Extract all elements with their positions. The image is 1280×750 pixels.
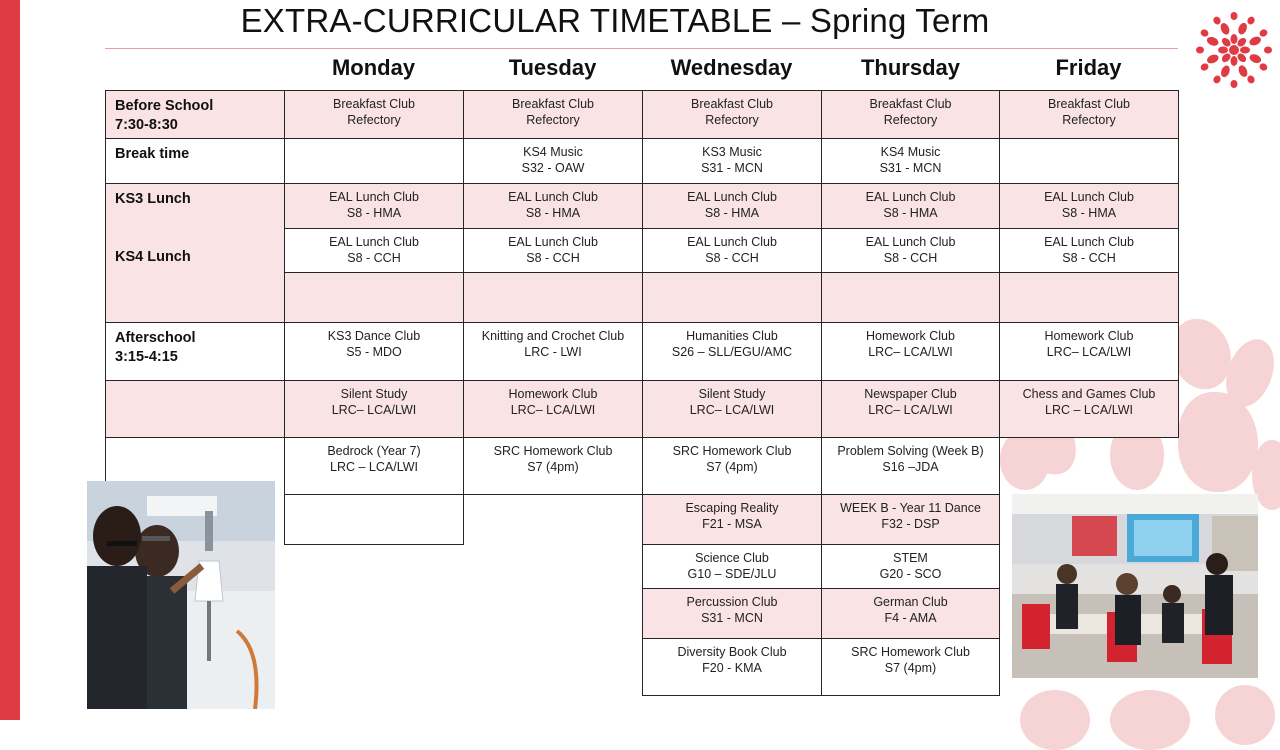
row-label-break-time: Break time [105, 138, 285, 184]
timetable-cell-after-1-wednesday [642, 322, 822, 381]
activity-room: LRC– LCA/LWI [868, 345, 953, 359]
activity-room: S16 –JDA [882, 460, 939, 474]
activity-name: Breakfast Club [1048, 97, 1130, 111]
timetable-cell-after-blank-mon-monday [284, 494, 464, 545]
activity-room: S8 - HMA [525, 206, 581, 220]
timetable-cell-after-5-wednesday [642, 544, 822, 589]
activity-name: Diversity Book Club [677, 645, 787, 659]
activity-name: Knitting and Crochet Club [481, 329, 625, 343]
activity-name: Newspaper Club [864, 387, 957, 401]
activity-name: EAL Lunch Club [1044, 190, 1134, 204]
activity-name: Breakfast Club [512, 97, 594, 111]
activity-name: EAL Lunch Club [687, 190, 777, 204]
day-header-wednesday: Wednesday [670, 55, 793, 80]
activity-room: S5 - MDO [346, 345, 402, 359]
activity-room: S26 – SLL/EGU/AMC [671, 345, 793, 359]
red-flower-logo-icon [1196, 12, 1272, 88]
activity-name: EAL Lunch Club [865, 190, 956, 204]
activity-name: Problem Solving (Week B) [837, 444, 984, 458]
day-header-friday: Friday [1055, 55, 1122, 80]
timetable-cell-after-1-monday [284, 322, 464, 381]
activity-room: S31 - MCN [701, 611, 763, 625]
photo-science-experiment [87, 481, 275, 709]
day-header-tuesday: Tuesday [508, 55, 597, 80]
row-label-afterschool: Afterschool 3:15-4:15 [105, 322, 285, 381]
left-accent-stripe [0, 0, 20, 720]
activity-room: S8 - CCH [526, 251, 580, 265]
day-header-monday: Monday [331, 55, 416, 80]
activity-room: F32 - DSP [881, 517, 940, 531]
timetable-cell-after-4-wednesday [642, 494, 822, 545]
activity-name: KS3 Dance Club [327, 329, 421, 343]
timetable-cell-after-1-thursday [821, 322, 1000, 381]
timetable-cell-ks3-lunch-friday [999, 183, 1179, 229]
timetable-cell-break-time-thursday [821, 138, 1000, 184]
activity-name: Escaping Reality [685, 501, 779, 515]
timetable-cell-after-3-thursday [821, 437, 1000, 495]
ks3-lunch-label: KS3 Lunch [115, 191, 191, 207]
timetable-cell-lunch-blank-monday [284, 272, 464, 323]
activity-room: S7 (4pm) [884, 661, 937, 675]
ks4-lunch-label: KS4 Lunch [115, 249, 191, 265]
timetable-cell-after-3-wednesday [642, 437, 822, 495]
activity-name: Homework Club [508, 387, 598, 401]
activity-room: S8 - CCH [347, 251, 401, 265]
activity-room: Refectory [883, 113, 938, 127]
timetable-cell-ks3-lunch-thursday [821, 183, 1000, 229]
activity-name: KS4 Music [523, 145, 583, 159]
activity-name: EAL Lunch Club [687, 235, 777, 249]
timetable-cell-after-6-thursday [821, 588, 1000, 639]
activity-room: LRC– LCA/LWI [1046, 345, 1132, 359]
timetable-cell-after-3-tuesday [463, 437, 643, 495]
row-label-lunch [105, 183, 285, 323]
activity-name: Breakfast Club [333, 97, 415, 111]
timetable-cell-break-time-friday [999, 138, 1179, 184]
activity-room: G20 - SCO [879, 567, 942, 581]
activity-room: S7 (4pm) [706, 460, 758, 474]
activity-name: EAL Lunch Club [329, 235, 419, 249]
timetable-cell-ks4-lunch-friday [999, 228, 1179, 273]
timetable-cell-after-2-tuesday [463, 380, 643, 438]
timetable-cell-lunch-blank-thursday [821, 272, 1000, 323]
activity-name: Homework Club [1044, 329, 1134, 343]
activity-name: SRC Homework Club [672, 444, 792, 458]
timetable-cell-ks3-lunch-tuesday [463, 183, 643, 229]
activity-room: G10 – SDE/JLU [687, 567, 777, 581]
activity-name: Bedrock (Year 7) [327, 444, 421, 458]
activity-room: LRC– LCA/LWI [689, 403, 775, 417]
activity-name: EAL Lunch Club [1044, 235, 1134, 249]
timetable-cell-break-time-wednesday [642, 138, 822, 184]
timetable-cell-after-2-friday [999, 380, 1179, 438]
activity-name: WEEK B - Year 11 Dance [840, 501, 981, 515]
timetable-cell-after-5-thursday [821, 544, 1000, 589]
timetable-cell-before-school-wednesday [642, 90, 822, 139]
activity-room: Refectory [526, 113, 580, 127]
activity-room: S8 - CCH [705, 251, 759, 265]
activity-room: S8 - HMA [704, 206, 760, 220]
activity-room: S8 - HMA [883, 206, 938, 220]
timetable-cell-ks3-lunch-wednesday [642, 183, 822, 229]
activity-room: S32 - OAW [521, 161, 585, 175]
activity-name: EAL Lunch Club [329, 190, 419, 204]
photo-classroom-club [1012, 494, 1258, 678]
page-title: EXTRA-CURRICULAR TIMETABLE – Spring Term [240, 2, 990, 39]
activity-room: S7 (4pm) [527, 460, 579, 474]
activity-room: Refectory [705, 113, 759, 127]
timetable-cell-before-school-friday [999, 90, 1179, 139]
activity-room: Refectory [1062, 113, 1116, 127]
activity-name: EAL Lunch Club [508, 235, 598, 249]
activity-name: Homework Club [866, 329, 955, 343]
timetable-cell-before-school-tuesday [463, 90, 643, 139]
activity-room: S8 - HMA [1061, 206, 1117, 220]
activity-room: S31 - MCN [879, 161, 942, 175]
activity-room: LRC– LCA/LWI [868, 403, 953, 417]
activity-name: Humanities Club [686, 329, 778, 343]
activity-name: SRC Homework Club [851, 645, 970, 659]
timetable-cell-after-4-thursday [821, 494, 1000, 545]
activity-room: F20 - KMA [702, 661, 762, 675]
row-label-before-school: Before School 7:30-8:30 [105, 90, 285, 139]
activity-room: S8 - HMA [346, 206, 402, 220]
timetable-cell-ks4-lunch-wednesday [642, 228, 822, 273]
timetable-cell-lunch-blank-tuesday [463, 272, 643, 323]
activity-name: Percussion Club [686, 595, 778, 609]
timetable-cell-before-school-thursday [821, 90, 1000, 139]
timetable-cell-break-time-monday [284, 138, 464, 184]
activity-name: Chess and Games Club [1022, 387, 1156, 401]
activity-room: LRC– LCA/LWI [331, 403, 417, 417]
activity-name: EAL Lunch Club [865, 235, 956, 249]
activity-room: Refectory [347, 113, 401, 127]
timetable-cell-ks4-lunch-monday [284, 228, 464, 273]
activity-room: S8 - CCH [883, 251, 938, 265]
timetable-cell-lunch-blank-wednesday [642, 272, 822, 323]
timetable-cell-after-2-wednesday [642, 380, 822, 438]
timetable-cell-after-7-thursday [821, 638, 1000, 696]
activity-name: STEM [893, 551, 928, 565]
timetable-cell-after-2-thursday [821, 380, 1000, 438]
timetable-cell-after-6-wednesday [642, 588, 822, 639]
activity-name: Breakfast Club [691, 97, 773, 111]
activity-room: LRC– LCA/LWI [510, 403, 596, 417]
timetable-cell-lunch-blank-friday [999, 272, 1179, 323]
activity-room: LRC – LCA/LWI [1045, 403, 1133, 417]
activity-name: German Club [873, 595, 948, 609]
timetable-cell-after-1-friday [999, 322, 1179, 381]
timetable-cell-break-time-tuesday [463, 138, 643, 184]
timetable-cell-after-1-tuesday [463, 322, 643, 381]
timetable-cell-ks4-lunch-thursday [821, 228, 1000, 273]
activity-name: EAL Lunch Club [508, 190, 598, 204]
activity-room: F21 - MSA [702, 517, 762, 531]
title-divider [105, 48, 1178, 49]
timetable-cell-before-school-monday [284, 90, 464, 139]
activity-name: Breakfast Club [869, 97, 952, 111]
activity-room: S31 - MCN [701, 161, 763, 175]
row-label-afterschool-blank-2 [105, 380, 285, 438]
timetable-cell-ks3-lunch-monday [284, 183, 464, 229]
timetable-cell-after-3-monday [284, 437, 464, 495]
day-header-thursday: Thursday [860, 55, 961, 80]
activity-name: Silent Study [698, 387, 766, 401]
activity-name: Science Club [695, 551, 769, 565]
activity-room: S8 - CCH [1062, 251, 1116, 265]
activity-room: LRC - LWI [524, 345, 582, 359]
activity-room: LRC – LCA/LWI [330, 460, 418, 474]
timetable-cell-after-2-monday [284, 380, 464, 438]
timetable-cell-ks4-lunch-tuesday [463, 228, 643, 273]
activity-name: SRC Homework Club [493, 444, 613, 458]
activity-name: Silent Study [340, 387, 408, 401]
activity-name: KS3 Music [702, 145, 762, 159]
activity-room: F4 - AMA [884, 611, 937, 625]
timetable-cell-after-7-wednesday [642, 638, 822, 696]
activity-name: KS4 Music [880, 145, 941, 159]
